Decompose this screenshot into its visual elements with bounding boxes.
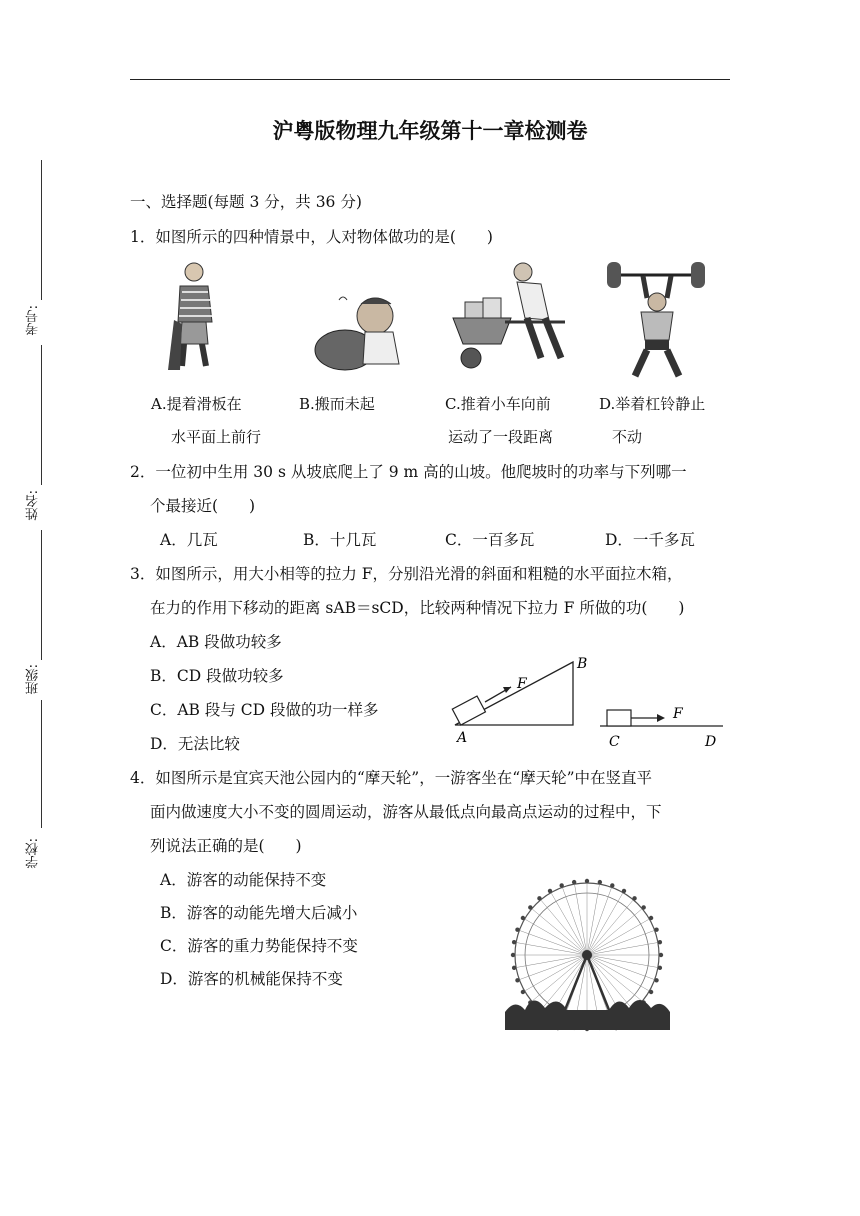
margin-line-1 [41,160,42,300]
q1-image-d [605,258,710,378]
page-title: 沪粤版物理九年级第十一章检测卷 [272,119,588,143]
incline-box [452,696,485,725]
q1-image-c [445,262,575,372]
q1-caption-a-line2: 水平面上前行 [171,428,262,446]
q4-stem-line1: 4．如图所示是宜宾天池公园内的“摩天轮”，一游客坐在“摩天轮”中在竖直平 [130,769,653,787]
q1-image-b [313,292,408,372]
q1-image-a [160,258,240,378]
q4-option-a: A．游客的动能保持不变 [160,871,327,889]
section-heading: 一、选择题(每题 3 分，共 36 分) [130,193,362,211]
margin-line-2 [41,345,42,485]
q1-caption-c-line2: 运动了一段距离 [448,428,554,446]
q2-option-b: B．十几瓦 [303,531,377,549]
label-name: 姓名: [26,490,41,521]
margin-line-3 [41,530,42,660]
label-a: A [457,730,468,746]
q3-stem-line2: 在力的作用下移动的距离 sAB＝sCD，比较两种情况下拉力 F 所做的功( ) [150,599,685,617]
q2-option-d: D．一千多瓦 [605,531,695,549]
q1-caption-b: B.搬而未起 [299,395,375,413]
q3-diagram [445,650,735,755]
q3-option-d: D．无法比较 [150,735,240,753]
q1-caption-d-line1: D.举着杠铃静止 [599,395,706,413]
ferris-wheel-image [505,880,670,1030]
label-b: B [577,656,588,672]
label-f2: F [673,706,683,722]
q1-stem: 1．如图所示的四种情景中，人对物体做功的是( ) [130,228,493,246]
label-class: 班级: [26,664,41,695]
label-school: 学校: [26,838,41,869]
q3-option-a: A．AB 段做功较多 [150,633,282,651]
q1-caption-d-line2: 不动 [612,428,643,446]
q2-option-a: A．几瓦 [160,531,218,549]
q4-option-b: B．游客的动能先增大后减小 [160,904,358,922]
q4-option-d: D．游客的机械能保持不变 [160,970,343,988]
label-exam-number: 考号: [26,305,41,336]
label-d: D [705,734,717,750]
trees [505,1000,670,1030]
label-f1: F [517,676,527,692]
q1-caption-c-line1: C.推着小车向前 [445,395,551,413]
q2-stem-line1: 2．一位初中生用 30 s 从坡底爬上了 9 m 高的山坡。他爬坡时的功率与下列哪一 [130,463,687,481]
q4-stem-line2: 面内做速度大小不变的圆周运动，游客从最低点向最高点运动的过程中，下 [150,803,662,821]
q2-option-c: C．一百多瓦 [445,531,535,549]
q4-stem-line3: 列说法正确的是( ) [150,837,302,855]
label-c: C [609,734,620,750]
q4-option-c: C．游客的重力势能保持不变 [160,937,358,955]
q2-stem-line2: 个最接近( ) [150,497,256,515]
margin-line-4 [41,700,42,828]
q3-stem-line1: 3．如图所示，用大小相等的拉力 F，分别沿光滑的斜面和粗糙的水平面拉木箱， [130,565,683,583]
header-rule [130,79,730,80]
ground-box [607,710,631,726]
q3-option-c: C．AB 段与 CD 段做的功一样多 [150,701,379,719]
q1-caption-a-line1: A.提着滑板在 [151,395,242,413]
q3-option-b: B．CD 段做功较多 [150,667,284,685]
